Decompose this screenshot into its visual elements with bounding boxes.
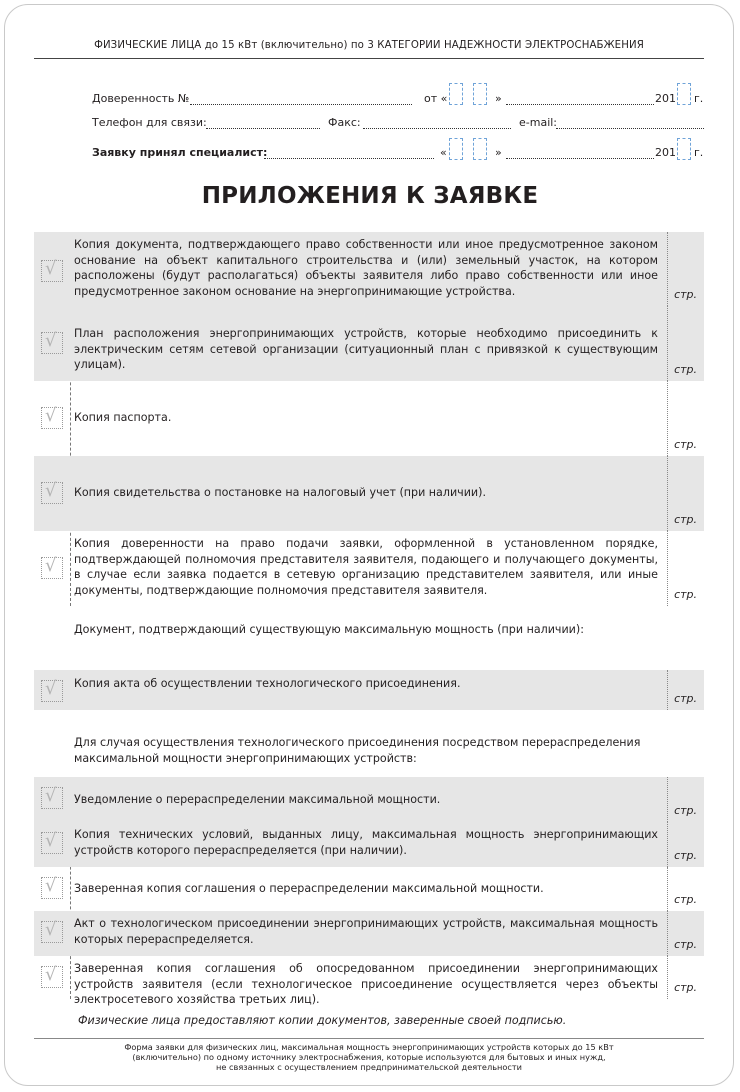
list-item (34, 306, 704, 381)
fax-label: Факс: (328, 116, 361, 129)
item-text: Копия документа, подтверждающего право собственности или иное предусмотренное законом основание на объект капитального строительства и (или) земельный участок, на котором расположены (будут располагаться) объекты заявителя либо право собственности или иное предусмотренное законом основание на энергопринимающие устройства. (74, 238, 658, 298)
accepted-close-quote: » (495, 146, 502, 159)
list-item (34, 456, 704, 531)
check-icon: √ (45, 785, 57, 806)
phone-field[interactable] (206, 128, 320, 129)
check-icon: √ (45, 830, 57, 851)
list-item (34, 822, 704, 867)
page-label: стр. (674, 363, 697, 376)
page-count-cell[interactable] (667, 911, 704, 956)
page-label: стр. (674, 981, 697, 994)
list-item (34, 232, 704, 306)
check-icon: √ (45, 875, 57, 896)
check-icon: √ (45, 678, 57, 699)
accepted-open-quote: « (440, 146, 447, 159)
email-label: e-mail: (519, 116, 558, 129)
year-suffix: г. (694, 92, 704, 105)
footer-rule (34, 1038, 704, 1039)
section3-heading: Для случая осуществления технологического присоединения посредством перераспределения максимальной мощности энергопринимающих устройств: (74, 736, 641, 765)
check-icon: √ (45, 964, 57, 985)
checkbox[interactable] (41, 680, 63, 702)
page-count-cell[interactable] (667, 456, 704, 531)
page-footer: Форма заявки для физических лиц, максимальная мощность энергопринимающих устройств которых до 15 кВт (включительно) по одному источнику электроснабжения, которые используются для бытовых и иных нужд, не связанных с осуществлением предпринимательской деятельности (124, 1042, 614, 1072)
page-count-cell[interactable] (667, 822, 704, 867)
check-icon: √ (45, 555, 57, 576)
month-field[interactable] (506, 104, 654, 105)
accepted-year-box[interactable] (677, 138, 691, 160)
item-text: План расположения энергопринимающих устройств, которые необходимо присоединить к электрическим сетям сетевой организации (ситуационный план с привязкой к существующим улицам). (74, 327, 658, 371)
page-count-cell[interactable] (667, 867, 704, 911)
check-icon: √ (45, 919, 57, 940)
accepted-month-field[interactable] (506, 158, 654, 159)
list-item (34, 670, 704, 710)
page-count-cell[interactable] (667, 531, 704, 606)
page-label: стр. (674, 513, 697, 526)
power-of-attorney-label: Доверенность № (92, 92, 190, 105)
check-icon: √ (45, 330, 57, 351)
checkbox[interactable] (41, 787, 63, 809)
page-count-cell[interactable] (667, 777, 704, 822)
item-text: Заверенная копия соглашения о перераспределении максимальной мощности. (74, 882, 544, 895)
checkbox[interactable] (41, 260, 63, 282)
header-rule (34, 58, 704, 59)
year-box[interactable] (677, 83, 691, 105)
item-text: Копия технических условий, выданных лицу, максимальная мощность энергопринимающих устройств которого перераспределяется (при наличии). (74, 828, 658, 857)
check-icon: √ (45, 480, 57, 501)
page-label: стр. (674, 938, 697, 951)
phone-label: Телефон для связи: (92, 116, 207, 129)
copies-note: Физические лица предоставляют копии документов, заверенные своей подписью. (78, 1014, 567, 1027)
email-field[interactable] (556, 128, 704, 129)
item-text: Копия свидетельства о постановке на налоговый учет (при наличии). (74, 486, 486, 499)
page-label: стр. (674, 893, 697, 906)
page-count-cell[interactable] (667, 381, 704, 456)
power-of-attorney-field[interactable] (190, 104, 412, 105)
accepted-by-label: Заявку принял специалист: (92, 146, 268, 159)
accepted-by-field[interactable] (264, 158, 434, 159)
checkbox[interactable] (41, 877, 63, 899)
item-text: Копия паспорта. (74, 411, 172, 424)
checkbox[interactable] (41, 407, 63, 429)
item-text: Заверенная копия соглашения об опосредованном присоединении энергопринимающих устройств заявителя (если технологическое присоединение осуществляется через объекты электросетевого хозяйства третьих лиц). (74, 962, 658, 1006)
page-count-cell[interactable] (667, 670, 704, 710)
year-prefix: 201 (655, 92, 676, 105)
section2-heading: Документ, подтверждающий существующую максимальную мощность (при наличии): (74, 623, 584, 636)
page-label: стр. (674, 288, 697, 301)
date-from-label: от « (424, 92, 448, 105)
checkbox[interactable] (41, 832, 63, 854)
page-count-cell[interactable] (667, 232, 704, 306)
list-item (34, 531, 704, 606)
page-label: стр. (674, 588, 697, 601)
page-label: стр. (674, 692, 697, 705)
list-item (34, 911, 704, 956)
day-box-2[interactable] (473, 83, 487, 105)
page-label: стр. (674, 438, 697, 451)
accepted-day-box-1[interactable] (449, 138, 463, 160)
fax-field[interactable] (363, 128, 511, 129)
checkbox[interactable] (41, 921, 63, 943)
check-icon: √ (45, 258, 57, 279)
list-item (34, 867, 704, 911)
page-count-cell[interactable] (667, 956, 704, 999)
item-text: Уведомление о перераспределении максимальной мощности. (74, 793, 441, 806)
page-label: стр. (674, 804, 697, 817)
page-header: ФИЗИЧЕСКИЕ ЛИЦА до 15 кВт (включительно) по 3 КАТЕГОРИИ НАДЕЖНОСТИ ЭЛЕКТРОСНАБЖЕНИЯ (94, 40, 644, 51)
page-title: ПРИЛОЖЕНИЯ К ЗАЯВКЕ (201, 183, 539, 209)
item-text: Копия акта об осуществлении технологического присоединения. (74, 677, 461, 690)
list-item (34, 956, 704, 1006)
checkbox[interactable] (41, 332, 63, 354)
checkbox[interactable] (41, 557, 63, 579)
day-box-1[interactable] (449, 83, 463, 105)
list-item (34, 381, 704, 456)
checkbox[interactable] (41, 482, 63, 504)
checkbox[interactable] (41, 966, 63, 988)
item-text: Акт о технологическом присоединении энергопринимающих устройств, максимальная мощность которых перераспределяется. (74, 917, 658, 946)
accepted-year-prefix: 201 (655, 146, 676, 159)
list-item (34, 777, 704, 822)
item-text: Копия доверенности на право подачи заявки, оформленной в установленном порядке, подтверждающей полномочия представителя заявителя, подающего и получающего документы, в случае если заявка подается в сетевую организацию представителем заявителя, или иные документы, подтверждающие полномочия представителя заявителя. (74, 537, 658, 597)
page-label: стр. (674, 849, 697, 862)
date-close-quote: » (495, 92, 502, 105)
accepted-day-box-2[interactable] (473, 138, 487, 160)
accepted-year-suffix: г. (694, 146, 704, 159)
check-icon: √ (45, 405, 57, 426)
page-count-cell[interactable] (667, 306, 704, 381)
